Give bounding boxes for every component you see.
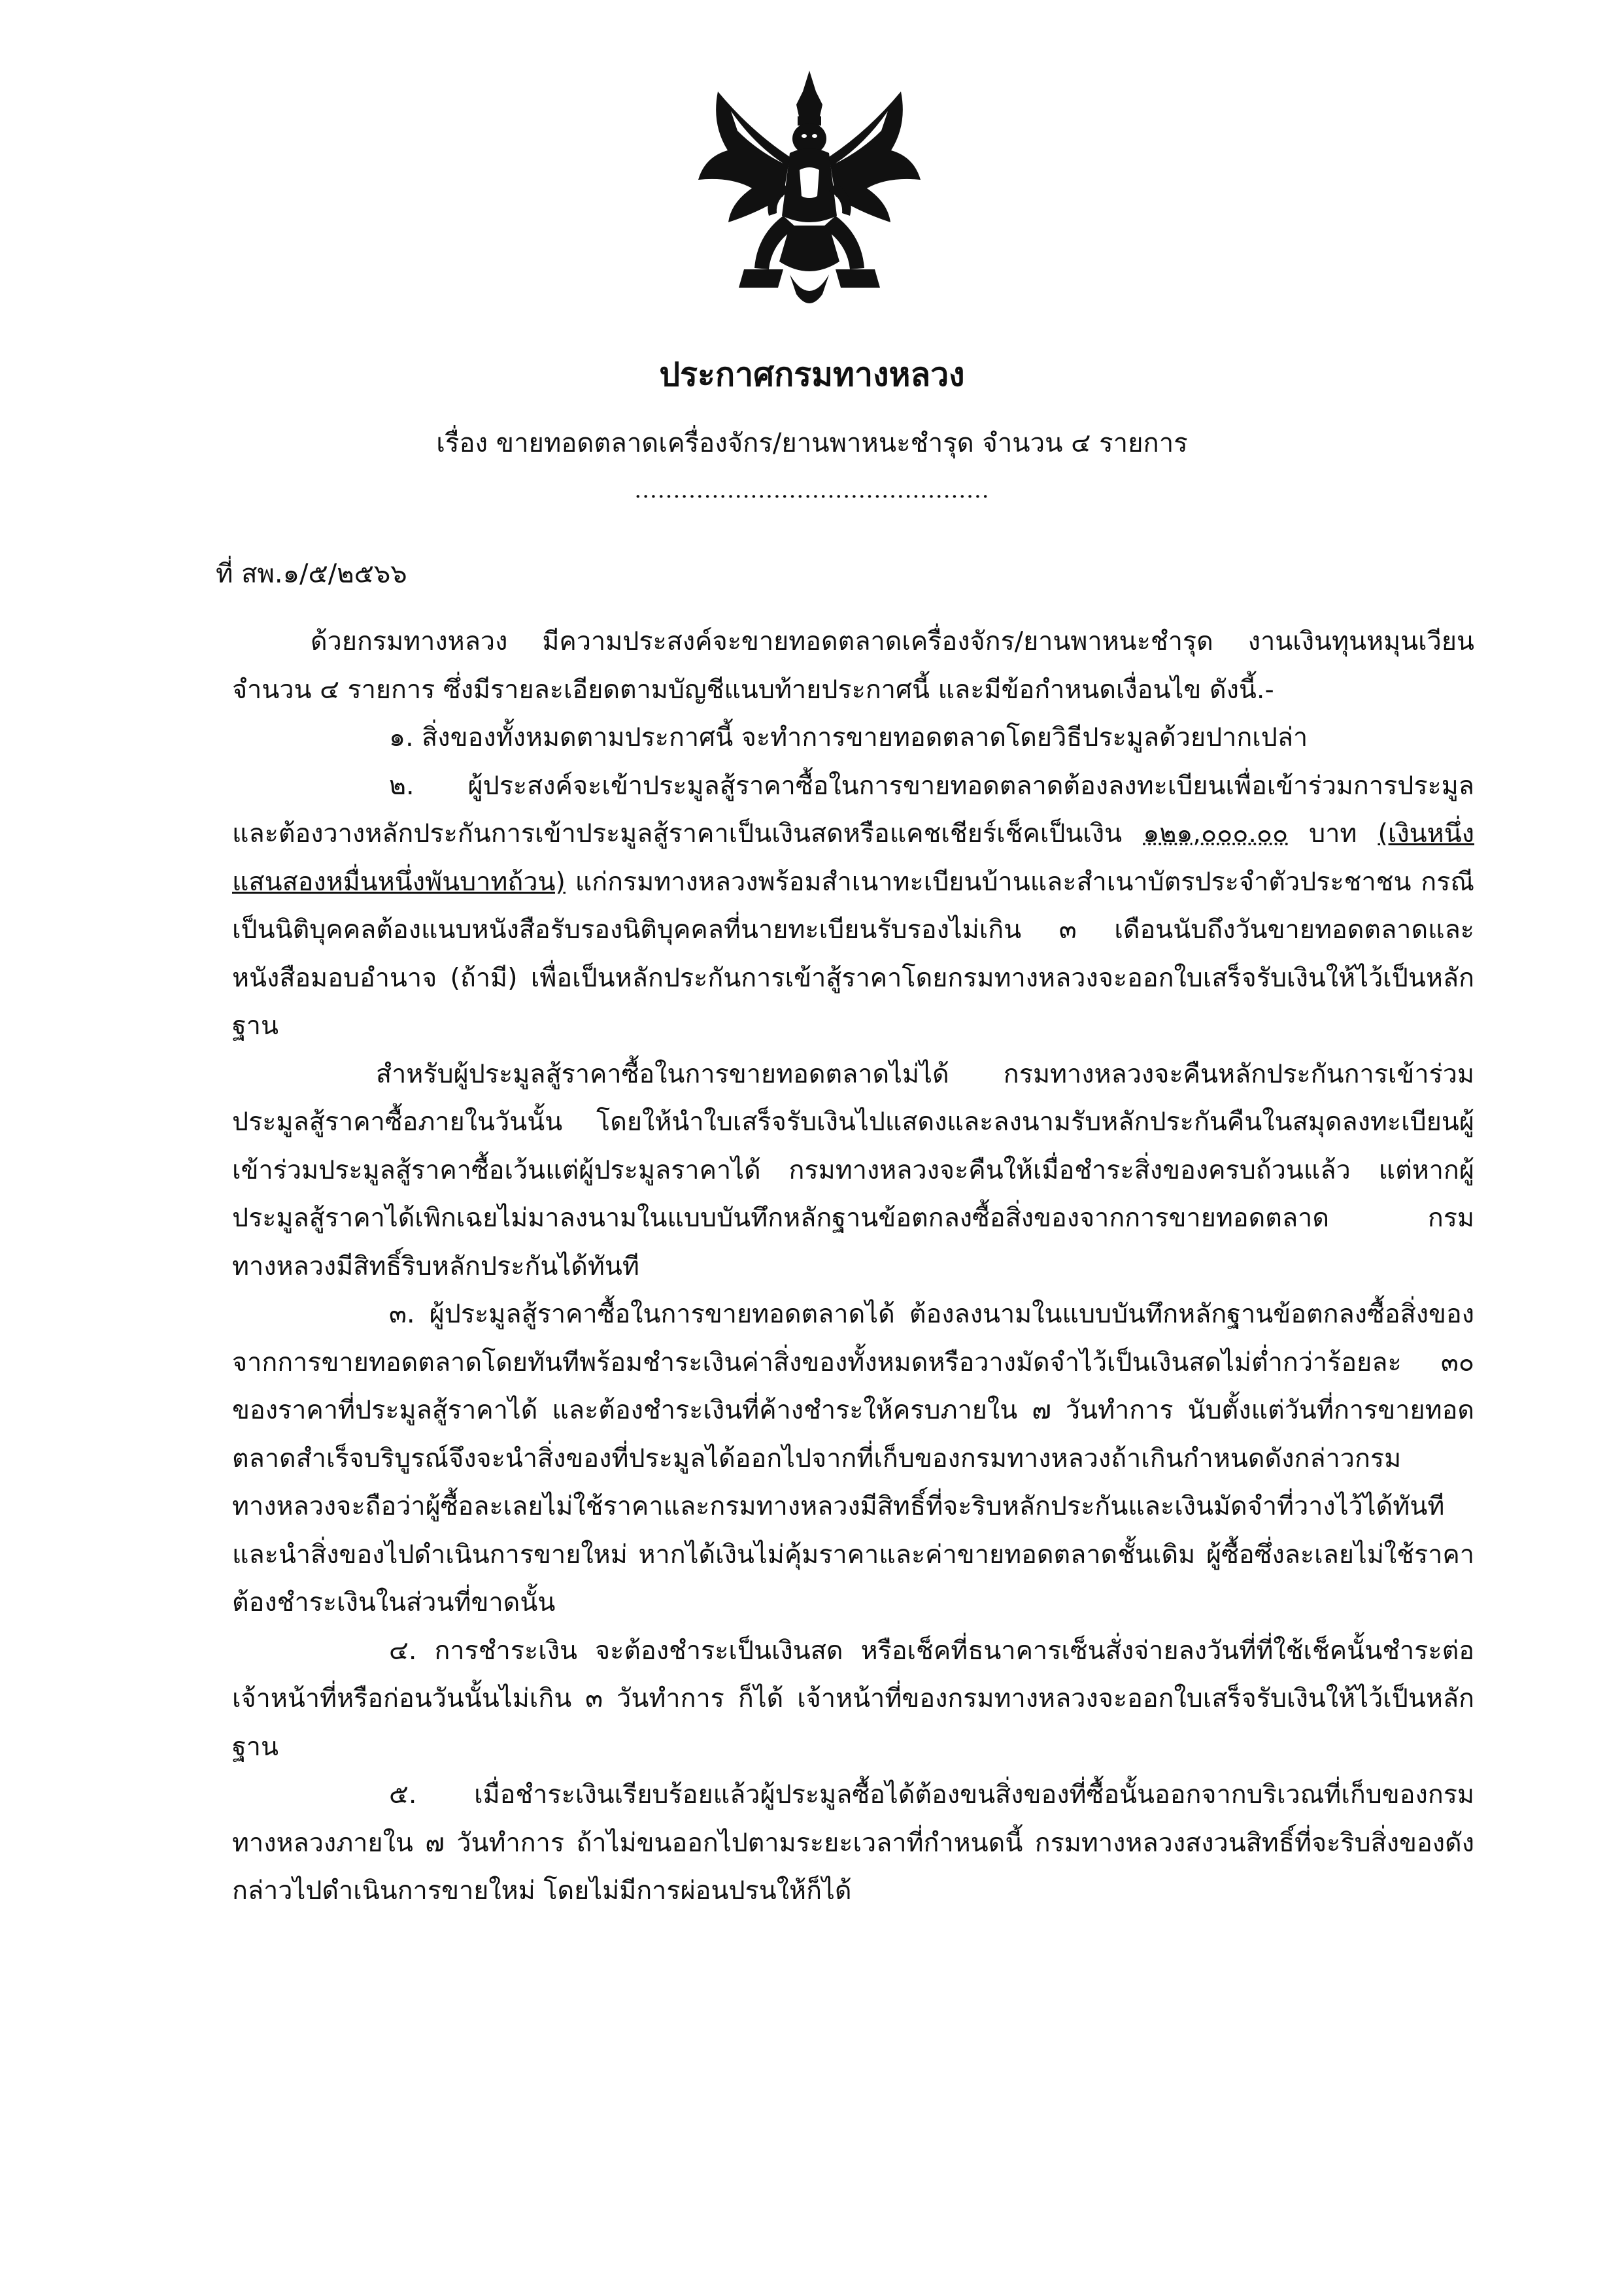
page-title: ประกาศกรมทางหลวง (659, 356, 965, 394)
item-1: ๑. สิ่งของทั้งหมดตามประกาศนี้ จะทำการขายทอดตลาดโดยวิธีประมูลด้วยปากเปล่า (389, 722, 1308, 752)
deposit-unit: บาท (1309, 818, 1357, 849)
title-separator: .............................................. (634, 477, 990, 503)
item-2-refund-paragraph: สำหรับผู้ประมูลสู้ราคาซื้อในการขายทอดตลาดไม่ได้ กรมทางหลวงจะคืนหลักประกันการเข้าร่วมประมูลสู้ราคาซื้อภายในวันนั้น โดยให้นำใบเสร็จรับเงินไปแสดงและลงนามรับหลักประกันคืนในสมุดลงทะเบียนผู้เข้าร่วมประมูลสู้ราคาซื้อเว้นแต่ผู้ประมูลราคาได้ กรมทางหลวงจะคืนให้เมื่อชำระสิ่งของครบถ้วนแล้ว แต่หากผู้ประมูลสู้ราคาได้เพิกเฉยไม่มาลงนามในแบบบันทึกหลักฐานข้อตกลงซื้อสิ่งของจากการขายทอดตลาด กรมทางหลวงมีสิทธิ์ริบหลักประกันได้ทันที (232, 1058, 1474, 1281)
item-5: ๕. เมื่อชำระเงินเรียบร้อยแล้วผู้ประมูลซื้อได้ต้องขนสิ่งของที่ซื้อนั้นออกจากบริเวณที่เก็บของกรมทางหลวงภายใน ๗ วันทำการ ถ้าไม่ขนออกไปตามระยะเวลาที่กำหนดนี้ กรมทางหลวงสงวนสิทธิ์ที่จะริบสิ่งของดังกล่าวไปดำเนินการขายใหม่ โดยไม่มีการผ่อนปรนให้ก็ได้ (232, 1780, 1474, 1906)
subject-line: เรื่อง ขายทอดตลาดเครื่องจักร/ยานพาหนะชำรุด จำนวน ๔ รายการ (436, 428, 1188, 458)
item-4: ๔. การชำระเงิน จะต้องชำระเป็นเงินสด หรือเช็คที่ธนาคารเซ็นสั่งจ่ายลงวันที่ที่ใช้เช็คนั้นชำระต่อเจ้าหน้าที่หรือก่อนวันนั้นไม่เกิน ๓ วันทำการ ก็ได้ เจ้าหน้าที่ของกรมทางหลวงจะออกใบเสร็จรับเงินให้ไว้เป็นหลักฐาน (232, 1635, 1474, 1762)
item-2 (232, 762, 1474, 1051)
deposit-amount: ๑๒๑,๐๐๐.๐๐ (1143, 818, 1289, 849)
deposit-amount-words: (เงินหนึ่งแสนสองหมื่นหนึ่งพันบาทถ้วน) (232, 818, 1475, 897)
item-3: ๓. ผู้ประมูลสู้ราคาซื้อในการขายทอดตลาดได้ ต้องลงนามในแบบบันทึกหลักฐานข้อตกลงซื้อสิ่งของจากการขายทอดตลาดโดยทันทีพร้อมชำระเงินค่าสิ่งของทั้งหมดหรือวางมัดจำไว้เป็นเงินสดไม่ต่ำกว่าร้อยละ ๓๐ ของราคาที่ประมูลสู้ราคาได้ และต้องชำระเงินที่ค้างชำระให้ครบภายใน ๗ วันทำการ นับตั้งแต่วันที่การขายทอดตลาดสำเร็จบริบูรณ์จึงจะนำสิ่งของที่ประมูลได้ออกไปจากที่เก็บของกรมทางหลวงถ้าเกินกำหนดดังกล่าวกรมทางหลวงจะถือว่าผู้ซื้อละเลยไม่ใช้ราคาและกรมทางหลวงมีสิทธิ์ที่จะริบหลักประกันและเงินมัดจำที่วางไว้ได้ทันทีและนำสิ่งของไปดำเนินการขายใหม่ หากได้เงินไม่คุ้มราคาและค่าขายทอดตลาดชั้นเดิม ผู้ซื้อซึ่งละเลยไม่ใช้ราคา ต้องชำระเงินในส่วนที่ขาดนั้น (232, 1299, 1474, 1617)
announcement-body (232, 618, 1474, 1915)
item-2-text: ๒. ผู้ประสงค์จะเข้าประมูลสู้ราคาซื้อในการขายทอดตลาดต้องลงทะเบียนเพื่อเข้าร่วมการประมูลและต้องวางหลักประกันการเข้าประมูลสู้ราคาเป็นเงินสดหรือแคชเชียร์เช็คเป็นเงิน (232, 770, 1474, 849)
document-number: ที่ สพ.๑/๕/๒๕๖๖ (216, 559, 407, 589)
garuda-emblem-icon (692, 65, 927, 314)
item-2-continued: แก่กรมทางหลวงพร้อมสำเนาทะเบียนบ้านและสำเนาบัตรประจำตัวประชาชน กรณีเป็นนิติบุคคลต้องแนบหนังสือรับรองนิติบุคคลที่นายทะเบียนรับรองไม่เกิน ๓ เดือนนับถึงวันขายทอดตลาดและหนังสือมอบอำนาจ (ถ้ามี) เพื่อเป็นหลักประกันการเข้าสู้ราคาโดยกรมทางหลวงจะออกใบเสร็จรับเงินให้ไว้เป็นหลักฐาน (232, 866, 1474, 1041)
intro-paragraph: ด้วยกรมทางหลวง มีความประสงค์จะขายทอดตลาดเครื่องจักร/ยานพาหนะชำรุด งานเงินทุนหมุนเวียน จำนวน ๔ รายการ ซึ่งมีรายละเอียดตามบัญชีแนบท้ายประกาศนี้ และมีข้อกำหนดเงื่อนไข ดังนี้.- (232, 626, 1474, 705)
